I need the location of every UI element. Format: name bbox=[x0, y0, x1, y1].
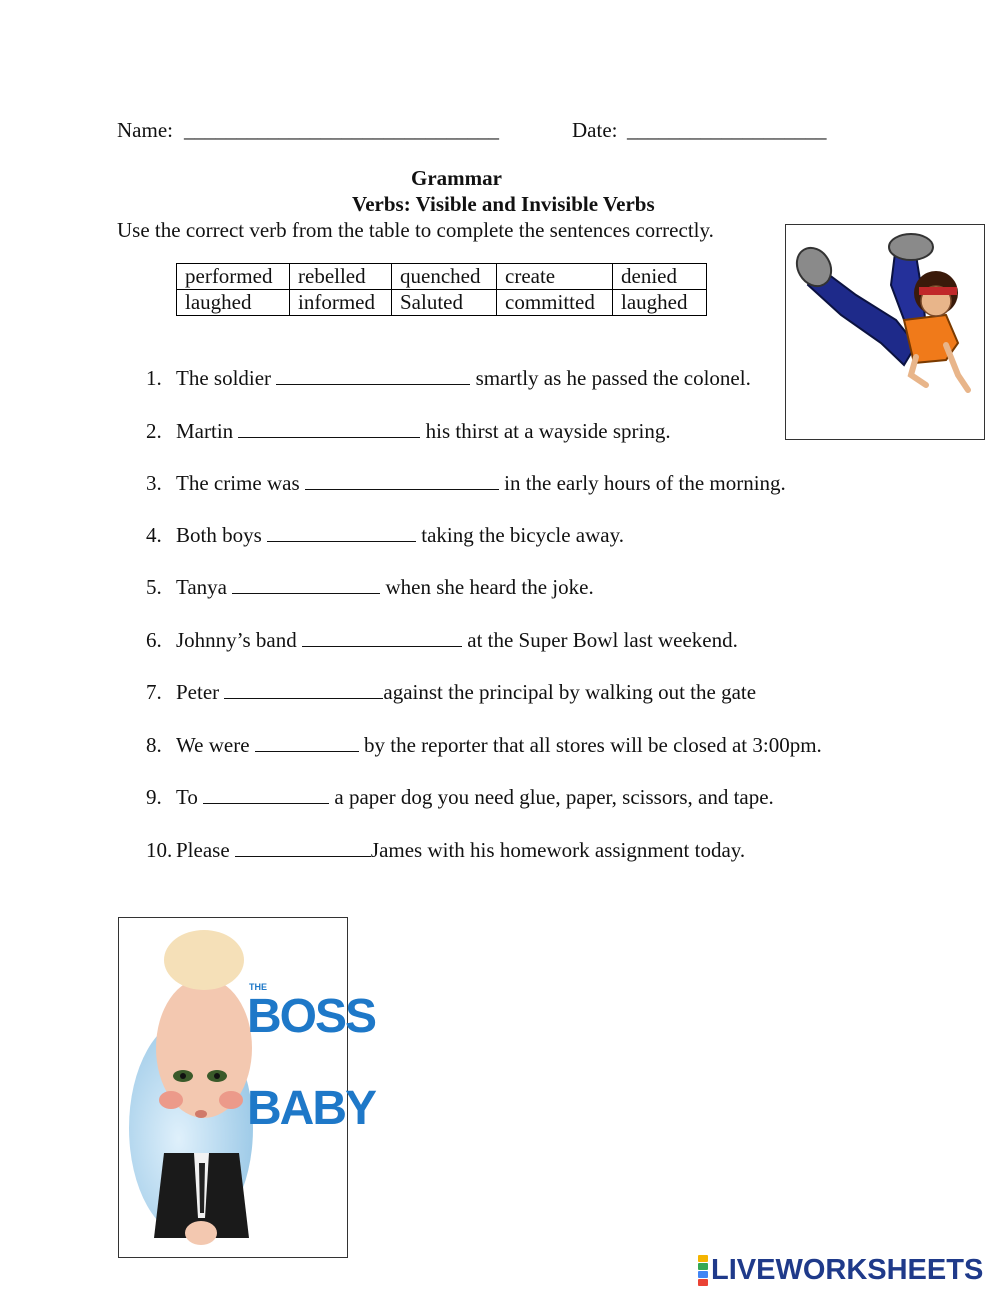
question-text-before: Please bbox=[176, 838, 235, 862]
question-text-before: The soldier bbox=[176, 366, 277, 390]
verb-cell: informed bbox=[290, 290, 392, 316]
question-text-after: when she heard the joke. bbox=[380, 575, 594, 599]
instructions: Use the correct verb from the table to complete the sentences correctly. bbox=[117, 218, 714, 242]
answer-blank-8[interactable] bbox=[255, 733, 359, 752]
question-text-before: The crime was bbox=[176, 471, 305, 495]
answer-blank-4[interactable] bbox=[267, 523, 416, 542]
answer-blank-6[interactable] bbox=[302, 628, 462, 647]
question-7 bbox=[146, 680, 756, 705]
verb-cell: committed bbox=[497, 290, 613, 316]
verb-cell: laughed bbox=[177, 290, 290, 316]
verb-table-row bbox=[177, 290, 707, 316]
verb-cell: denied bbox=[613, 264, 707, 290]
question-1 bbox=[146, 366, 751, 391]
question-5 bbox=[146, 575, 594, 600]
question-number: 6. bbox=[146, 628, 162, 652]
question-text-after: smartly as he passed the colonel. bbox=[470, 366, 751, 390]
question-number: 2. bbox=[146, 419, 162, 443]
liveworksheets-logo bbox=[698, 1252, 983, 1288]
answer-blank-10[interactable] bbox=[235, 838, 371, 857]
question-text-before: Martin bbox=[176, 419, 239, 443]
question-number: 1. bbox=[146, 366, 162, 390]
question-text-before: Peter bbox=[176, 680, 225, 704]
poster-logo-line1: BOSS bbox=[247, 990, 376, 1043]
question-text-after: against the principal by walking out the gate bbox=[383, 680, 757, 704]
question-number: 8. bbox=[146, 733, 162, 757]
question-text-after: in the early hours of the morning. bbox=[498, 471, 786, 495]
answer-blank-3[interactable] bbox=[305, 471, 499, 490]
question-number: 7. bbox=[146, 680, 162, 704]
verb-cell: rebelled bbox=[290, 264, 392, 290]
question-text-after: by the reporter that all stores will be closed at 3:00pm. bbox=[358, 733, 822, 757]
answer-blank-9[interactable] bbox=[203, 785, 329, 804]
question-3 bbox=[146, 471, 786, 496]
answer-blank-1[interactable] bbox=[276, 366, 470, 385]
question-number: 5. bbox=[146, 575, 162, 599]
question-4 bbox=[146, 523, 624, 548]
breakdancer-illustration bbox=[786, 225, 984, 439]
liveworksheets-mark-icon bbox=[698, 1255, 708, 1286]
question-text-before: Both boys bbox=[176, 523, 268, 547]
breakdancer-image bbox=[785, 224, 985, 440]
answer-blank-5[interactable] bbox=[232, 575, 380, 594]
date-blank[interactable]: ___________________ bbox=[627, 118, 827, 142]
question-text-before: We were bbox=[176, 733, 255, 757]
mark-block bbox=[698, 1263, 708, 1270]
question-6 bbox=[146, 628, 738, 653]
verb-cell: quenched bbox=[392, 264, 497, 290]
question-text-after: at the Super Bowl last weekend. bbox=[462, 628, 738, 652]
question-text-before: To bbox=[176, 785, 204, 809]
answer-blank-2[interactable] bbox=[238, 419, 420, 438]
name-label: Name: bbox=[117, 118, 173, 142]
question-text-before: Tanya bbox=[176, 575, 233, 599]
question-text-before: Johnny’s band bbox=[176, 628, 302, 652]
question-10 bbox=[146, 838, 745, 863]
page-title: Grammar bbox=[411, 166, 502, 190]
name-blank[interactable]: ______________________________ bbox=[184, 118, 499, 142]
question-number: 10. bbox=[146, 838, 173, 862]
answer-blank-7[interactable] bbox=[224, 680, 383, 699]
question-8 bbox=[146, 733, 822, 758]
question-9 bbox=[146, 785, 774, 810]
question-text-after: James with his homework assignment today. bbox=[370, 838, 746, 862]
mark-block bbox=[698, 1271, 708, 1278]
page-subtitle: Verbs: Visible and Invisible Verbs bbox=[352, 192, 655, 216]
poster-logo-line2: BABY bbox=[247, 1082, 376, 1135]
mark-block bbox=[698, 1279, 708, 1286]
question-number: 4. bbox=[146, 523, 162, 547]
verb-table-row bbox=[177, 264, 707, 290]
verb-cell: performed bbox=[177, 264, 290, 290]
poster-logo-small: THE bbox=[249, 982, 267, 992]
mark-block bbox=[698, 1255, 708, 1262]
question-2 bbox=[146, 419, 671, 444]
boss-baby-image bbox=[118, 917, 376, 1258]
verb-cell: laughed bbox=[613, 290, 707, 316]
question-text-after: a paper dog you need glue, paper, scissors, and tape. bbox=[329, 785, 774, 809]
question-text-after: taking the bicycle away. bbox=[416, 523, 624, 547]
question-number: 9. bbox=[146, 785, 162, 809]
date-label: Date: bbox=[572, 118, 618, 142]
verb-table bbox=[176, 263, 707, 316]
verb-cell: Saluted bbox=[392, 290, 497, 316]
question-number: 3. bbox=[146, 471, 162, 495]
question-text-after: his thirst at a wayside spring. bbox=[420, 419, 671, 443]
liveworksheets-brand: LIVEWORKSHEETS bbox=[711, 1253, 984, 1286]
verb-cell: create bbox=[497, 264, 613, 290]
